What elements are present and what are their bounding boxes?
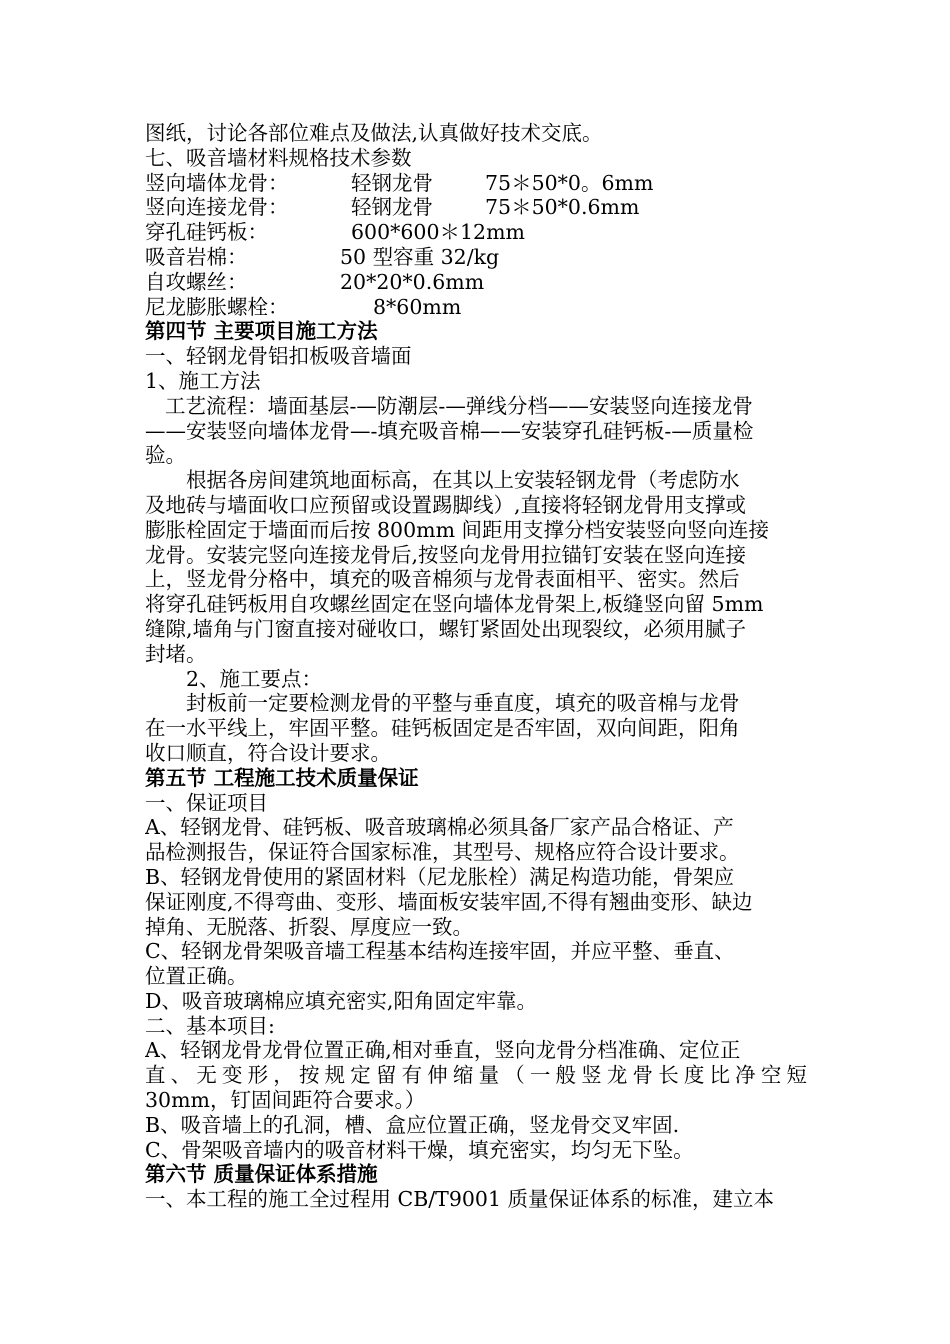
section-heading-4: 第四节 主要项目施工方法 xyxy=(145,319,378,344)
paragraph-line: A、轻钢龙骨、硅钙板、吸音玻璃棉必须具备厂家产品合格证、产 xyxy=(145,815,734,840)
subheading: 1、施工方法 xyxy=(145,368,261,393)
paragraph-line: 收口顺直，符合设计要求。 xyxy=(145,740,391,765)
spec-row xyxy=(145,220,807,245)
spec-row xyxy=(145,171,807,196)
spec-material: 轻钢龙骨 xyxy=(351,170,433,195)
spec-row xyxy=(145,195,807,220)
paragraph-line: 龙骨。安装完竖向连接龙骨后,按竖向龙骨用拉锚钉安装在竖向连接 xyxy=(145,542,747,567)
spec-value: 20*20*0.6mm xyxy=(340,269,485,294)
paragraph-line: 封板前一定要检测龙骨的平整与垂直度，填充的吸音棉与龙骨 xyxy=(186,691,740,716)
spec-name: 竖向连接龙骨： xyxy=(145,195,289,220)
spec-material: 轻钢龙骨 xyxy=(351,195,433,220)
paragraph-line: 验。 xyxy=(145,443,186,468)
paragraph-line: 品检测报告，保证符合国家标准，其型号、规格应符合设计要求。 xyxy=(145,840,740,865)
paragraph-line: 膨胀栓固定于墙面而后按 800mm 间距用支撑分档安装竖向竖向连接 xyxy=(145,517,770,542)
spec-value: 50 型容重 32/kg xyxy=(340,244,500,269)
paragraph-line: D、吸音玻璃棉应填充密实,阳角固定牢靠。 xyxy=(145,988,537,1013)
paragraph-line: 及地砖与墙面收口应预留或设置踢脚线）,直接将轻钢龙骨用支撑或 xyxy=(145,492,747,517)
spec-size: 75＊50*0。6mm xyxy=(485,170,654,195)
spec-name: 自攻螺丝： xyxy=(145,269,248,294)
paragraph-line: B、吸音墙上的孔洞，槽、盒应位置正确，竖龙骨交叉牢固. xyxy=(145,1112,680,1137)
spec-name: 吸音岩棉： xyxy=(145,244,248,269)
spec-row xyxy=(145,270,807,295)
spec-value: 600*600＊12mm xyxy=(351,220,525,245)
paragraph-line: 上，竖龙骨分格中，填充的吸音棉须与龙骨表面相平、密实。然后 xyxy=(145,567,740,592)
paragraph-line: 直、无变形，按规定留有伸缩量（一般竖龙骨长度比净空短 xyxy=(145,1063,807,1088)
paragraph-line: 缝隙,墙角与门窗直接对碰收口，螺钉紧固处出现裂纹，必须用腻子 xyxy=(145,616,747,641)
section-heading-6: 第六节 质量保证体系措施 xyxy=(145,1162,378,1187)
spec-name: 竖向墙体龙骨： xyxy=(145,170,289,195)
subheading: 一、轻钢龙骨铝扣板吸音墙面 xyxy=(145,344,412,369)
spec-name: 尼龙膨胀螺栓： xyxy=(145,294,289,319)
paragraph-line: 工艺流程：墙面基层-—防潮层-—弹线分档——安装竖向连接龙骨 xyxy=(165,393,753,418)
document-page xyxy=(145,121,807,1212)
paragraph-line: 将穿孔硅钙板用自攻螺丝固定在竖向墙体龙骨架上,板缝竖向留 5mm xyxy=(145,592,764,617)
paragraph-line: C、轻钢龙骨架吸音墙工程基本结构连接牢固，并应平整、垂直、 xyxy=(145,939,735,964)
text-line: 图纸，讨论各部位难点及做法,认真做好技术交底。 xyxy=(145,121,603,145)
paragraph-line: 根据各房间建筑地面标高，在其以上安装轻钢龙骨（考虑防水 xyxy=(186,468,740,493)
paragraph-line: 在一水平线上，牢固平整。硅钙板固定是否牢固，双向间距，阳角 xyxy=(145,716,740,741)
subheading: 二、基本项目: xyxy=(145,1013,275,1038)
paragraph-line: 掉角、无脱落、折裂、厚度应一致。 xyxy=(145,914,473,939)
spec-size: 75＊50*0.6mm xyxy=(485,195,640,220)
subheading: 2、施工要点： xyxy=(186,666,323,691)
spec-value: 8*60mm xyxy=(373,294,462,319)
section-heading-5: 第五节 工程施工技术质量保证 xyxy=(145,765,419,790)
paragraph-line: 封堵。 xyxy=(145,641,207,666)
paragraph-line: 位置正确。 xyxy=(145,964,248,989)
subheading: 一、保证项目 xyxy=(145,790,268,815)
section-heading-materials: 七、吸音墙材料规格技术参数 xyxy=(145,145,412,170)
spec-row xyxy=(145,295,807,320)
paragraph-line: A、轻钢龙骨龙骨位置正确,相对垂直，竖向龙骨分档准确、定位正 xyxy=(145,1038,741,1063)
spec-row xyxy=(145,245,807,270)
paragraph-line: C、骨架吸音墙内的吸音材料干燥，填充密实，均匀无下坠。 xyxy=(145,1137,694,1162)
paragraph-line: ——安装竖向墙体龙骨—-填充吸音棉——安装穿孔硅钙板-—质量检 xyxy=(145,418,754,443)
spec-name: 穿孔硅钙板： xyxy=(145,220,268,245)
paragraph-line: 一、本工程的施工全过程用 CB/T9001 质量保证体系的标准，建立本 xyxy=(145,1187,775,1212)
paragraph-line: 保证刚度,不得弯曲、变形、墙面板安装牢固,不得有翘曲变形、缺边 xyxy=(145,889,753,914)
paragraph-line: 30mm，钉固间距符合要求。） xyxy=(145,1088,426,1113)
paragraph-line: B、轻钢龙骨使用的紧固材料（尼龙胀栓）满足构造功能，骨架应 xyxy=(145,864,735,889)
